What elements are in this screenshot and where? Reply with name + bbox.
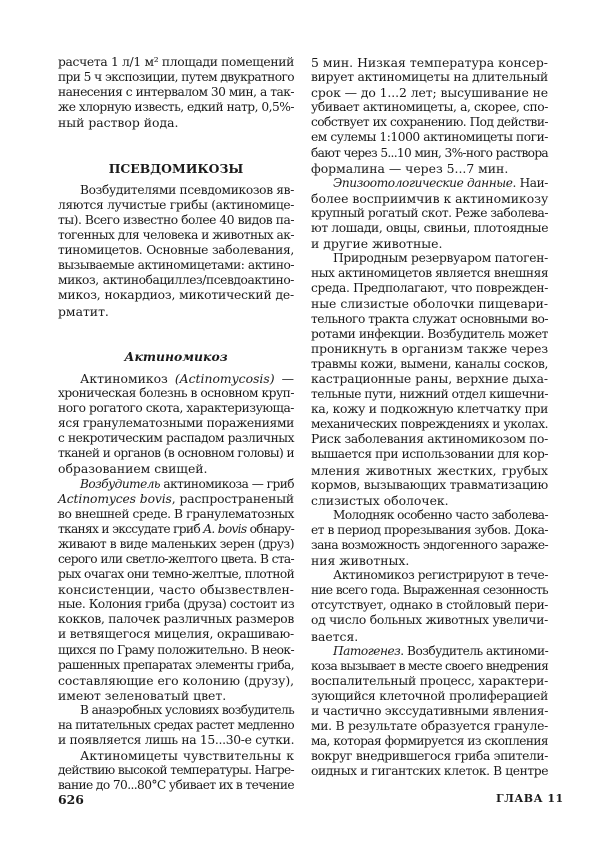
text-line (311, 553, 548, 568)
line-text: отсутствует, однако в стойловый пери- (311, 598, 548, 613)
line-text: составляющие его колонию (друзу), (58, 672, 294, 688)
text-line (311, 236, 548, 251)
text-line (58, 304, 294, 319)
text-line (58, 507, 294, 522)
line-text: ляются лучистые грибы (актиномице- (58, 197, 294, 212)
text-line (311, 312, 548, 327)
text-line (58, 522, 294, 537)
text-line (58, 115, 294, 130)
line-text: образованием свищей. (58, 461, 208, 477)
text-line (311, 689, 548, 704)
line-text: консистенции, часто обызвествлен- (58, 582, 294, 598)
text-line (58, 673, 294, 688)
line-text: проникнуть в организм также через (311, 341, 548, 356)
line-text: бают через 5...10 мин, 3%-ного раствора (311, 145, 548, 160)
text-line (311, 764, 548, 779)
line-text: вызываемые актиномицетами: актино- (58, 258, 295, 273)
text-line (58, 258, 294, 273)
line-text: Риск заболевания актиномикозом по- (311, 432, 548, 447)
italic-term: Actinomyces bovis (58, 491, 172, 506)
text-line (58, 778, 294, 793)
line-text: срок — до 1...2 лет; высушивание не (311, 85, 549, 101)
text-line (58, 228, 294, 243)
text-line (311, 221, 548, 236)
text-line (311, 161, 548, 176)
text-line (58, 401, 294, 416)
line-text: . Наи- (512, 175, 548, 190)
text-line (58, 371, 294, 386)
italic-term: (Actinomycosis) (174, 370, 275, 386)
line-text: 5 мин. Низкая температура консер- (311, 55, 548, 70)
line-text: и другие животные. (311, 236, 443, 252)
right-column (311, 55, 548, 780)
line-text: травмы кожи, вымени, каналы сосков, (311, 356, 548, 371)
line-text: Актиномикоз (80, 370, 175, 386)
line-text: на питательных средах растет медленно (58, 718, 294, 733)
text-line (58, 100, 294, 115)
text-line (311, 146, 548, 161)
line-text: и ветвящегося мицелия, окрашиваю- (58, 627, 294, 642)
text-line (311, 463, 548, 478)
line-text: микоз, актинобациллез/псевдоактино- (58, 273, 294, 288)
italic-term: Патогенез (333, 643, 401, 658)
text-line (58, 763, 294, 778)
line-text: ные слизистые оболочки пищевари- (311, 296, 548, 311)
text-line (58, 386, 294, 401)
text-line (311, 734, 548, 749)
line-text: вирует актиномицеты на длительный (311, 70, 548, 85)
line-text: ние всего года. Выраженная сезонность (311, 583, 548, 598)
line-text: ет в период прорезывания зубов. Дока- (311, 522, 548, 537)
text-line (58, 612, 294, 627)
text-line (58, 198, 294, 213)
line-text: рматит. (58, 303, 109, 319)
text-line (58, 446, 294, 461)
line-text: нанесения с интервалом 30 мин, а так- (58, 85, 294, 100)
line-text: воспалительный процесс, характери- (311, 673, 549, 688)
text-line (311, 297, 548, 312)
text-line (58, 567, 294, 582)
line-text: ем сулемы 1:1000 актиномицеты поги- (311, 130, 548, 145)
page-number: 626 (58, 792, 84, 807)
line-text: Возбудителями псевдомикозов яв- (80, 182, 295, 197)
line-text: с некротическим распадом различных (58, 431, 294, 446)
line-text: ротами инфекции. Возбудитель может (311, 326, 548, 341)
line-text: микоз, нокардиоз, микотический де- (58, 288, 294, 303)
line-text: расчета 1 л/1 м² площади помещений (58, 55, 294, 69)
text-line (311, 85, 548, 100)
section-heading: ПСЕВДОМИКОЗЫ (108, 160, 244, 176)
text-line (311, 266, 548, 281)
text-line (58, 582, 294, 597)
text-line (311, 523, 548, 538)
running-head: ГЛАВА 11 (496, 792, 564, 805)
text-line (58, 416, 294, 431)
line-text: живают в виде маленьких зерен (друз) (58, 536, 294, 551)
text-line (58, 703, 294, 718)
line-text: ка, кожу и подкожную клетчатку при (311, 402, 548, 417)
text-line (311, 70, 548, 85)
line-text: ные. Колония гриба (друза) состоит из (58, 597, 295, 612)
line-text: од число больных животных увеличи- (311, 613, 548, 628)
line-text: механических повреждениях и уколах. (311, 417, 548, 432)
text-line (58, 552, 294, 567)
spacer (58, 130, 294, 145)
line-text: тельного тракта служат основными во- (311, 311, 549, 326)
line-text: формалина — через 5...7 мин. (311, 160, 509, 176)
text-line (58, 627, 294, 642)
text-line (311, 659, 548, 674)
text-line (58, 183, 294, 198)
line-text: убивает актиномицеты, а, скорее, спо- (311, 100, 548, 115)
line-text: кастрационные раны, верхние дыха- (311, 371, 548, 386)
line-text: актиномикоза — гриб (160, 476, 295, 491)
text-line (311, 115, 548, 130)
line-text: ты). Всего известно более 40 видов па- (58, 212, 294, 227)
text-line (311, 387, 548, 402)
text-line (311, 100, 548, 115)
text-line (58, 243, 294, 258)
text-line (58, 688, 294, 703)
text-line (58, 718, 294, 733)
line-text: тканях и экссудате гриб (58, 521, 204, 536)
line-text: оидных и гигантских клеток. В центре (311, 764, 549, 779)
line-text: же хлорную известь, едкий натр, 0,5%- (58, 100, 294, 115)
text-line (311, 644, 548, 659)
text-line (58, 748, 294, 763)
text-line (311, 629, 548, 644)
text-line (311, 568, 548, 583)
text-line (311, 508, 548, 523)
line-text: ма, которая формируется из скопления (311, 734, 548, 749)
text-line (58, 537, 294, 552)
line-text: собствует их сохранению. Под действи- (311, 115, 548, 130)
line-text: более восприимчив к актиномикозу (311, 190, 549, 206)
line-text: имеют зеленоватый цвет. (58, 687, 227, 703)
text-line (311, 538, 548, 553)
line-text: вышается при использовании для кор- (311, 447, 549, 462)
line-text-after: — (274, 370, 294, 386)
text-line (311, 432, 548, 447)
line-text: крупный рогатый скот. Реже заболева- (311, 205, 548, 220)
spacer (58, 146, 294, 161)
line-text: мления животных жестких, грубых (311, 462, 548, 478)
text-line (58, 55, 294, 70)
text-line (311, 749, 548, 764)
line-text-after: обнару- (246, 521, 294, 536)
line-text: тельные пути, нижний отдел кишечни- (311, 387, 548, 402)
line-text: Актиномицеты чувствительны к (80, 748, 294, 764)
line-text: слизистых оболочек. (311, 492, 449, 508)
line-text: щихся по Граму положительно. В неок- (58, 642, 294, 657)
text-line (311, 191, 548, 206)
line-text: и частично экссудативными явления- (311, 704, 549, 719)
text-line (311, 206, 548, 221)
line-text: ного рогатого скота, характеризующа- (58, 401, 294, 416)
line-text: кормов, вызывающих травматизацию (311, 477, 548, 492)
text-line (311, 478, 548, 493)
line-text: ный раствор йода. (58, 115, 179, 131)
text-line (58, 85, 294, 100)
line-text: при 5 ч экспозиции, путем двукратного (58, 70, 294, 85)
line-text: яся гранулематозными поражениями (58, 416, 294, 431)
text-line (311, 251, 548, 266)
line-text: во внешней среде. В гранулематозных (58, 506, 295, 521)
line-text: и появляется лишь на 15...30-е сутки. (58, 733, 295, 748)
text-line (311, 447, 548, 462)
text-line (58, 288, 294, 303)
line-text: рых очагах они темно-желтые, плотной (58, 567, 295, 582)
text-line (58, 733, 294, 748)
text-line (311, 583, 548, 598)
text-line (311, 327, 548, 342)
subsection-heading: Актиномикоз (124, 348, 228, 364)
text-line (311, 372, 548, 387)
line-text: кокков, палочек различных размеров (58, 612, 294, 627)
line-text: вокруг внедрившегося гриба эпители- (311, 749, 548, 764)
spacer (58, 176, 294, 183)
line-text: рашенных препаратах элементы гриба, (58, 657, 294, 672)
left-column (58, 55, 294, 794)
line-text: вается. (311, 628, 359, 644)
line-text: тканей и органов (в основном головы) и (58, 446, 294, 461)
line-text: Природным резервуаром патоген- (333, 251, 549, 266)
text-line (58, 477, 294, 492)
text-line (311, 417, 548, 432)
italic-term: Возбудитель (80, 476, 161, 491)
text-line (311, 342, 548, 357)
italic-term: Эпизоотологические данные (333, 175, 513, 190)
text-line (311, 176, 548, 191)
spacer (58, 334, 294, 349)
line-text: среда. Предполагают, что поврежден- (311, 281, 548, 296)
text-line (58, 213, 294, 228)
line-text: действию высокой температуры. Нагре- (58, 763, 294, 778)
line-text: ют лошади, овцы, свиньи, плотоядные (311, 221, 549, 236)
text-line (58, 461, 294, 476)
text-line (311, 281, 548, 296)
line-text: тогенных для человека и животных ак- (58, 228, 294, 243)
line-text: , распространеный (171, 491, 294, 506)
italic-term: A. bovis (203, 521, 247, 536)
line-text: Молодняк особенно часто заболева- (333, 507, 548, 522)
text-line (58, 273, 294, 288)
line-text: ми. В результате образуется грануле- (311, 719, 548, 734)
line-text: зана возможность эндогенного зараже- (311, 538, 549, 552)
line-text: . Возбудитель актиноми- (400, 643, 549, 658)
line-text: ния животных. (311, 553, 410, 569)
text-line (311, 719, 548, 734)
spacer (58, 319, 294, 334)
text-line (311, 55, 548, 70)
line-text: тиномицетов. Основные заболевания, (58, 243, 294, 258)
text-line (311, 704, 548, 719)
line-text: серого или светло-желтого цвета. В ста- (58, 552, 294, 566)
text-line (58, 643, 294, 658)
text-line (58, 597, 294, 612)
text-line (58, 492, 294, 507)
line-text: Актиномикоз регистрируют в тече- (333, 568, 548, 583)
text-line (58, 70, 294, 85)
line-text: ных актиномицетов является внешняя (311, 266, 549, 281)
text-line (311, 674, 548, 689)
line-text: хроническая болезнь в основном круп- (58, 385, 294, 400)
text-line (311, 493, 548, 508)
spacer (58, 364, 294, 371)
line-text: зующийся клеточной пролиферацией (311, 688, 548, 703)
text-line (311, 357, 548, 372)
text-line (58, 431, 294, 446)
line-text: коза вызывает в месте своего внедрения (311, 658, 549, 673)
line-text: вание до 70...80°С убивает их в течение (58, 778, 294, 793)
text-line (311, 130, 548, 145)
line-text: В анаэробных условиях возбудитель (80, 702, 295, 717)
text-line (58, 658, 294, 673)
text-line (311, 613, 548, 628)
text-line (311, 402, 548, 417)
text-line (311, 598, 548, 613)
